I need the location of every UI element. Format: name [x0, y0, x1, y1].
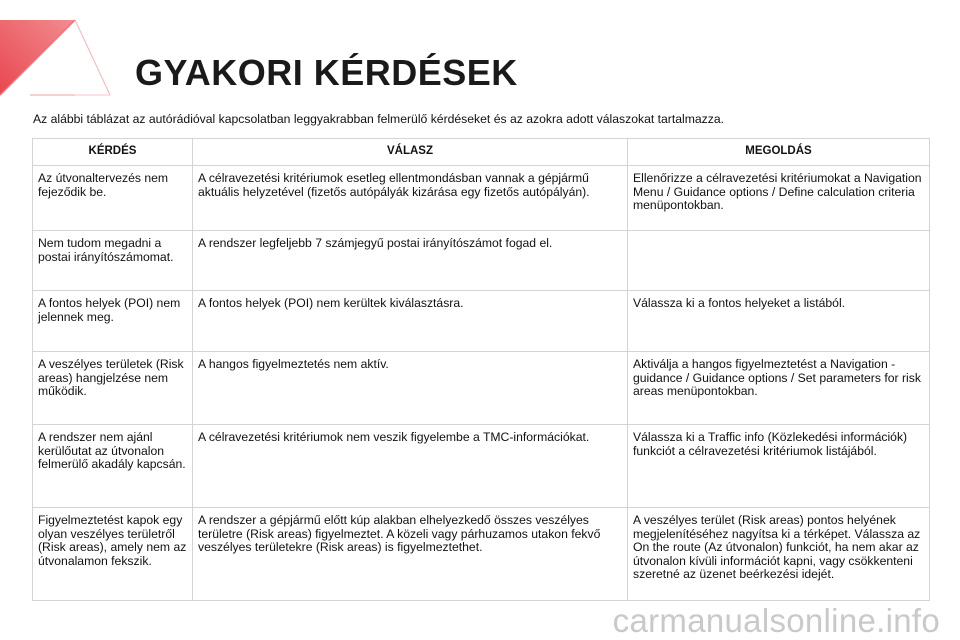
answer-cell: A fontos helyek (POI) nem kerültek kiválasztásra. — [193, 291, 628, 352]
question-cell: Figyelmeztetést kapok egy olyan veszélyes területről (Risk areas), amely nem az útvonalamon fekszik. — [33, 508, 193, 601]
answer-cell: A hangos figyelmeztetés nem aktív. — [193, 352, 628, 425]
faq-table — [32, 138, 930, 601]
solution-cell: A veszélyes terület (Risk areas) pontos helyének megjelenítéséhez nagyítsa ki a térképet. Válassza az On the route (Az útvonalon) funkciót, ha nem akar az útvonalon kívüli információt kapni, vagy csökkenteni szeretné az üzenet beérkezési idejét. — [628, 508, 930, 601]
table-row — [33, 352, 930, 425]
header-answer: VÁLASZ — [193, 139, 628, 166]
question-cell: Az útvonaltervezés nem fejeződik be. — [33, 166, 193, 231]
page-title: GYAKORI KÉRDÉSEK — [135, 52, 518, 93]
header-solution: MEGOLDÁS — [628, 139, 930, 166]
solution-cell: Válassza ki a Traffic info (Közlekedési információk) funkciót a célravezetési kritériumok listájából. — [628, 425, 930, 508]
answer-cell: A célravezetési kritériumok esetleg ellentmondásban vannak a gépjármű aktuális helyzetével (fizetős autópályák kizárása egy fizetős autópályán). — [193, 166, 628, 231]
question-cell: Nem tudom megadni a postai irányítószámomat. — [33, 231, 193, 291]
table-row — [33, 425, 930, 508]
table-header-row — [33, 139, 930, 166]
table-row — [33, 231, 930, 291]
question-cell: A fontos helyek (POI) nem jelennek meg. — [33, 291, 193, 352]
answer-cell: A rendszer a gépjármű előtt kúp alakban elhelyezkedő összes veszélyes területre (Risk areas) figyelmeztet. A közeli vagy párhuzamos utakon fekvő veszélyes területekre (Risk areas) is figyelmeztethet. — [193, 508, 628, 601]
question-cell: A rendszer nem ajánl kerülőutat az útvonalon felmerülő akadály kapcsán. — [33, 425, 193, 508]
table-row — [33, 508, 930, 601]
solution-cell — [628, 231, 930, 291]
intro-text: Az alábbi táblázat az autórádióval kapcsolatban leggyakrabban felmerülő kérdéseket és az azokra adott válaszokat tartalmazza. — [33, 112, 725, 126]
solution-cell: Aktiválja a hangos figyelmeztetést a Navigation - guidance / Guidance options / Set parameters for risk areas menüpontokban. — [628, 352, 930, 425]
solution-cell: Ellenőrizze a célravezetési kritériumokat a Navigation Menu / Guidance options / Define calculation criteria menüpontokban. — [628, 166, 930, 231]
header-question: KÉRDÉS — [33, 139, 193, 166]
table-row — [33, 166, 930, 231]
solution-cell: Válassza ki a fontos helyeket a listából. — [628, 291, 930, 352]
answer-cell: A rendszer legfeljebb 7 számjegyű postai irányítószámot fogad el. — [193, 231, 628, 291]
table-row — [33, 291, 930, 352]
watermark: carmanualsonline.info — [612, 602, 940, 639]
answer-cell: A célravezetési kritériumok nem veszik figyelembe a TMC-információkat. — [193, 425, 628, 508]
question-cell: A veszélyes területek (Risk areas) hangjelzése nem működik. — [33, 352, 193, 425]
